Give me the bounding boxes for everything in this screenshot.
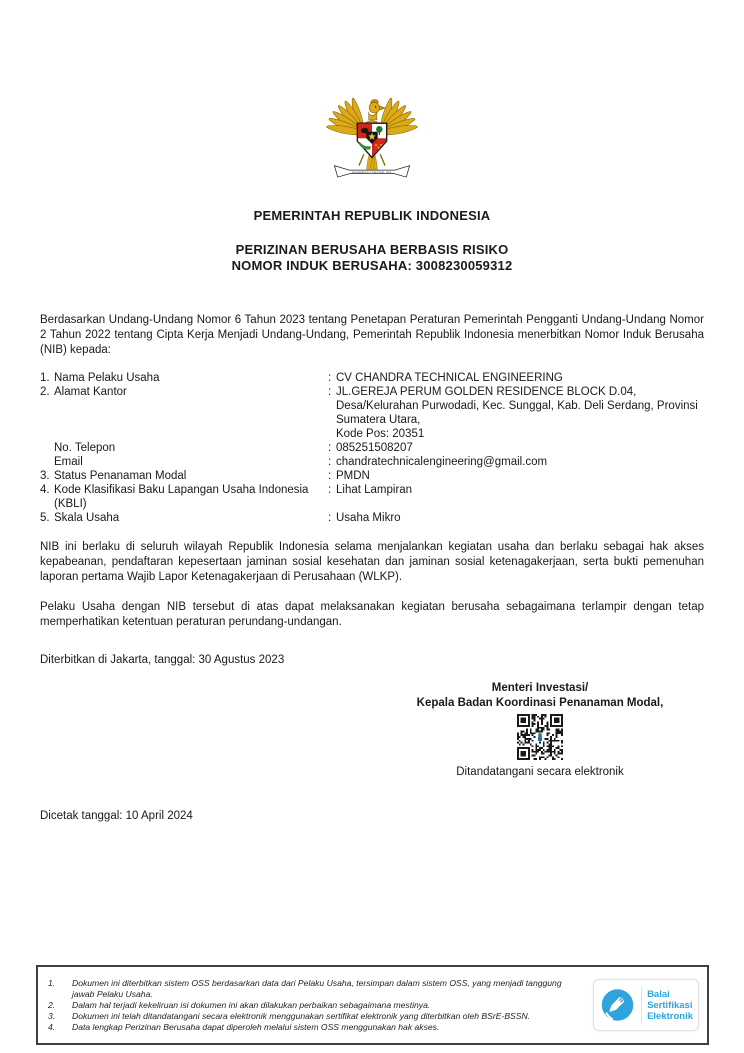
validity-paragraph: NIB ini berlaku di seluruh wilayah Republik Indonesia selama menjalankan kegiatan usaha dan berlaku sebagai hak akses kepabeanan, pendaftaran kepesertaan jaminan sosial kesehatan dan jaminan sosial ketenagakerjaan, serta bukti pemenuhan laporan pertama Wajib Lapor Ketenagakerjaan di Perusahaan (WLKP). xyxy=(40,541,704,583)
field-label-line: Kode Klasifikasi Baku Lapangan Usaha Indonesia xyxy=(54,484,309,496)
signature-block xyxy=(376,681,704,780)
business-fields-list xyxy=(40,371,704,525)
field-row-email xyxy=(40,455,704,469)
bse-seal-icon xyxy=(599,986,636,1024)
field-value: PMDN xyxy=(336,470,370,482)
field-label: Nama Pelaku Usaha xyxy=(54,372,160,384)
field-number: 1. xyxy=(40,372,50,384)
printed-date-line: Dicetak tanggal: 10 April 2024 xyxy=(40,810,193,822)
field-row-kbli xyxy=(40,483,704,511)
field-colon: : xyxy=(328,456,332,468)
balai-sertifikasi-elektronik-logo xyxy=(593,979,699,1031)
field-value: Usaha Mikro xyxy=(336,512,401,524)
field-label: Email xyxy=(54,456,83,468)
bse-logo-line: Balai xyxy=(647,988,670,1000)
document-title-block xyxy=(40,242,704,273)
disclaimer-notes xyxy=(48,978,593,1033)
note-number: 2. xyxy=(48,999,56,1010)
field-value: Lihat Lampiran xyxy=(336,484,413,496)
emblem-motto-text: BHINNEKA TUNGGAL IKA xyxy=(352,170,392,175)
compliance-paragraph: Pelaku Usaha dengan NIB tersebut di atas dapat melaksanakan kegiatan berusaha sebagaimana terlampir dengan tetap memperhatikan ketentuan peraturan perundang-undangan. xyxy=(40,601,704,628)
field-row-status-penanaman-modal xyxy=(40,469,704,483)
note-text: Dokumen ini telah ditandatangani secara elektronik menggunakan sertifikat elektronik yang diterbitkan oleh BSrE-BSSN. xyxy=(72,1010,531,1021)
bse-logo-text xyxy=(647,989,693,1022)
field-label-line: (KBLI) xyxy=(54,498,87,510)
field-number: 5. xyxy=(40,512,50,524)
note-number: 3. xyxy=(48,1010,56,1021)
field-colon: : xyxy=(328,386,332,398)
field-row-nama-pelaku-usaha xyxy=(40,371,704,385)
field-value: chandratechnicalengineering@gmail.com xyxy=(336,456,548,468)
note-number: 1. xyxy=(48,977,56,988)
disclaimer-note xyxy=(48,1022,583,1033)
field-label xyxy=(54,483,328,511)
document-title: PERIZINAN BERUSAHA BERBASIS RISIKO xyxy=(235,242,509,257)
garuda-emblem-graphic xyxy=(323,92,421,187)
field-number: 2. xyxy=(40,386,50,398)
bse-logo-line: Elektronik xyxy=(647,1010,693,1022)
field-number: 4. xyxy=(40,484,50,496)
qr-code-graphic xyxy=(517,714,563,760)
address-line: Kode Pos: 20351 xyxy=(336,428,425,440)
note-text: Dalam hal terjadi kekeliruan isi dokumen ini akan dilakukan perbaikan sebagaimana mestinya. xyxy=(72,999,431,1010)
nib-number-line: NOMOR INDUK BERUSAHA: 3008230059312 xyxy=(231,257,513,273)
address-line: JL.GEREJA PERUM GOLDEN RESIDENCE BLOCK D.04, xyxy=(336,386,637,398)
qr-code-signature xyxy=(376,714,704,760)
field-colon: : xyxy=(328,442,332,454)
field-row-alamat-kantor xyxy=(40,385,704,441)
field-label: Status Penanaman Modal xyxy=(54,470,187,482)
field-value: 085251508207 xyxy=(336,442,413,454)
field-row-no-telepon xyxy=(40,441,704,455)
intro-paragraph: Berdasarkan Undang-Undang Nomor 6 Tahun 2023 tentang Penetapan Peraturan Pemerintah Pengganti Undang-Undang Nomor 2 Tahun 2022 tentang Cipta Kerja Menjadi Undang-Undang, Pemerintah Republik Indonesia menerbitkan Nomor Induk Berusaha (NIB) kepada: xyxy=(40,314,704,356)
coat-of-arms xyxy=(40,0,704,187)
field-label: Alamat Kantor xyxy=(54,386,127,398)
note-text: Data lengkap Perizinan Berusaha dapat diperoleh melalui sistem OSS menggunakan hak akses. xyxy=(72,1021,440,1032)
signatory-title-line1: Menteri Investasi/ xyxy=(491,682,589,694)
field-number xyxy=(40,441,54,455)
bse-logo-line: Sertifikasi xyxy=(647,999,693,1011)
footer-disclaimer-box xyxy=(36,965,709,1045)
electronic-signature-note: Ditandatangani secara elektronik xyxy=(456,766,624,778)
field-number: 3. xyxy=(40,470,50,482)
note-text: Dokumen ini diterbitkan sistem OSS berdasarkan data dari Pelaku Usaha, tersimpan dalam sistem OSS, yang menjadi tanggung jawab Pelaku Usaha. xyxy=(72,977,562,999)
signatory-title-line2: Kepala Badan Koordinasi Penanaman Modal, xyxy=(416,697,664,709)
field-colon: : xyxy=(328,484,332,496)
field-number xyxy=(40,455,54,469)
disclaimer-note xyxy=(48,1011,583,1022)
government-title: PEMERINTAH REPUBLIK INDONESIA xyxy=(253,208,491,223)
field-label: Skala Usaha xyxy=(54,512,120,524)
field-colon: : xyxy=(328,372,332,384)
field-row-skala-usaha xyxy=(40,511,704,525)
note-number: 4. xyxy=(48,1021,56,1032)
address-line: Sumatera Utara, xyxy=(336,414,421,426)
field-value xyxy=(336,385,704,441)
field-value: CV CHANDRA TECHNICAL ENGINEERING xyxy=(336,372,563,384)
field-colon: : xyxy=(328,470,332,482)
field-label: No. Telepon xyxy=(54,442,116,454)
field-colon: : xyxy=(328,512,332,524)
bse-logo-divider xyxy=(641,987,642,1023)
issued-line: Diterbitkan di Jakarta, tanggal: 30 Agustus 2023 xyxy=(40,654,285,666)
disclaimer-note xyxy=(48,978,583,1000)
disclaimer-note xyxy=(48,1000,583,1011)
address-line: Desa/Kelurahan Purwodadi, Kec. Sunggal, Kab. Deli Serdang, Provinsi xyxy=(336,400,698,412)
